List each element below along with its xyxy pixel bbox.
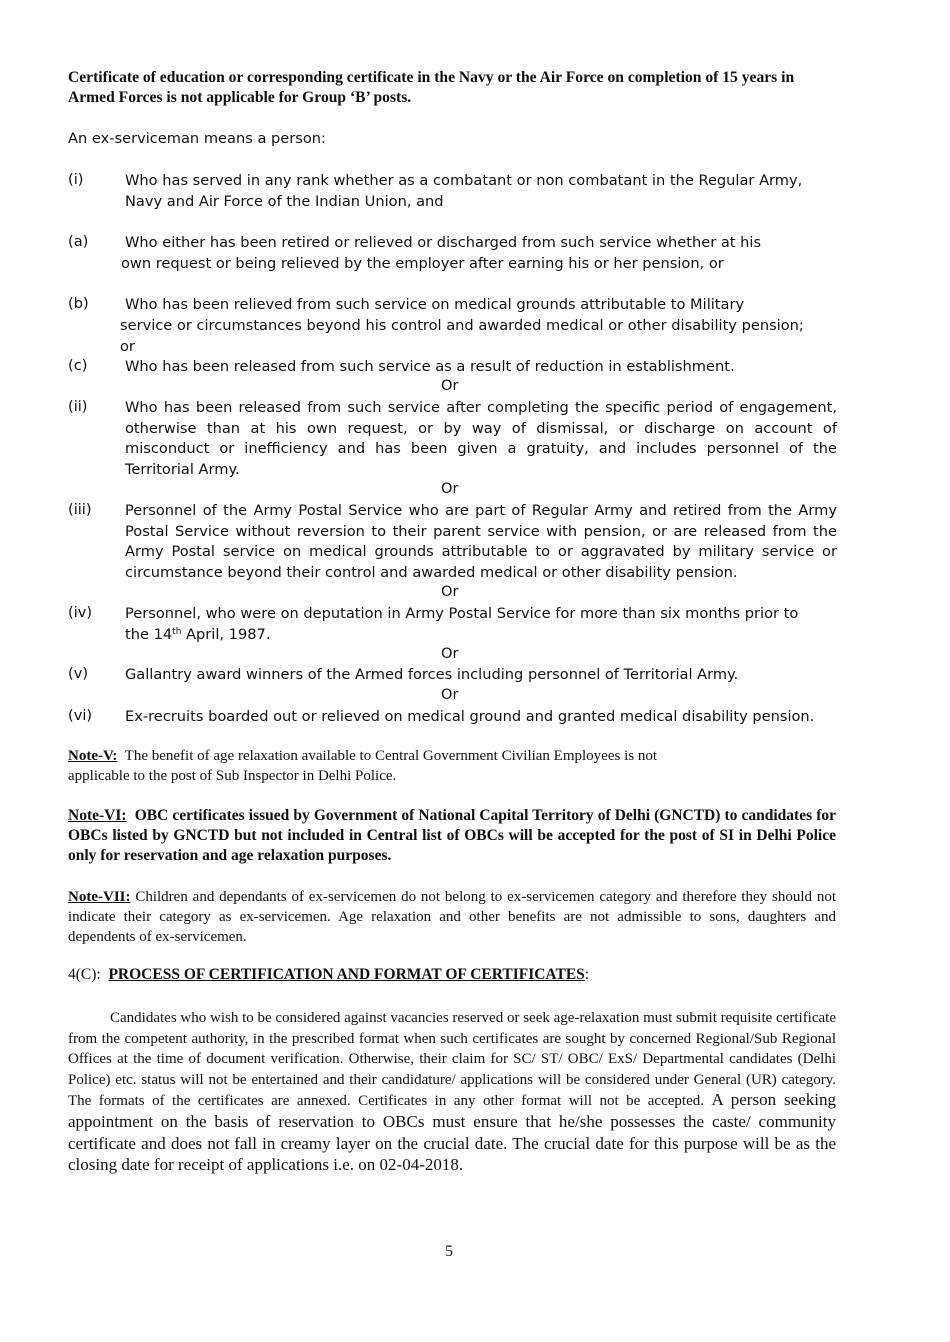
item-c-text: Who has been released from such service as a result of reduction in establishment. xyxy=(125,358,735,375)
note-vi-label: Note-VI: xyxy=(68,807,127,824)
note-vi-text: OBC certificates issued by Government of National Capital Territory of Delhi (GNCTD) to candidates for OBCs listed by GNCTD but not included in Central list of OBCs will be accepted for the post of SI in Delhi Police only for reservation and age relaxation purposes. xyxy=(68,807,837,864)
item-c-label: (c) xyxy=(68,357,88,374)
section-title: PROCESS OF CERTIFICATION AND FORMAT OF CERTIFICATES xyxy=(108,966,585,983)
item-b-line2: service or circumstances beyond his control and awarded medical or other disability pension; xyxy=(120,317,804,334)
item-iii-text: Personnel of the Army Postal Service who are part of Regular Army and retired from the Army Postal Service without reversion to their parent service with pension, or are released from the Army Postal service on medical grounds attributable to or aggravated by military service or circumstance beyond their control and awarded medical or other disability pension. xyxy=(125,502,837,582)
item-a-line2: own request or being relieved by the employer after earning his or her pension, or xyxy=(121,255,724,272)
page-number: 5 xyxy=(445,1243,453,1260)
item-a-label: (a) xyxy=(68,233,89,250)
item-vi-label: (vi) xyxy=(68,707,93,724)
note-v-line1: The benefit of age relaxation available to Central Government Civilian Employees is not xyxy=(124,748,658,764)
item-iv-line1: Personnel, who were on deputation in Army Postal Service for more than six months prior to xyxy=(125,605,799,622)
note-vii xyxy=(68,887,836,947)
intro-statement: Certificate of education or corresponding certificate in the Navy or the Air Force on completion of 15 years in Armed Forces is not applicable for Group ‘B’ posts. xyxy=(68,69,795,106)
certification-paragraph xyxy=(68,1008,836,1177)
paragraph-part2: A person seeking appointment on the basis of reservation to OBCs must ensure that he/she possesses the caste/ community certificate and does not fall in creamy layer on the crucial date. The crucial date for this purpose will be as the closing date for receipt of applications i.e. on 02-04-2018. xyxy=(68,1090,836,1175)
item-b-line3: or xyxy=(120,338,135,355)
item-b-label: (b) xyxy=(68,295,89,312)
section-heading: 4(C): PROCESS OF CERTIFICATION AND FORMAT OF CERTIFICATES: xyxy=(68,966,590,983)
ex-serviceman-lead: An ex-serviceman means a person: xyxy=(68,130,326,147)
item-ii-label: (ii) xyxy=(68,398,88,415)
or-separator: Or xyxy=(441,686,459,703)
section-number: 4(C): xyxy=(68,966,101,983)
or-separator: Or xyxy=(441,480,459,497)
note-vii-label: Note-VII: xyxy=(68,889,131,905)
item-v-text: Gallantry award winners of the Armed forces including personnel of Territorial Army. xyxy=(125,666,739,683)
item-i-text: Who has served in any rank whether as a combatant or non combatant in the Regular Army, Navy and Air Force of the Indian Union, and xyxy=(125,172,803,210)
item-i-label: (i) xyxy=(68,171,84,188)
paragraph-part1: Candidates who wish to be considered against vacancies reserved or seek age-relaxation must submit requisite certificate from the competent authority, in the prescribed format when such certificates are sought by concerned Regional/Sub Regional Offices at the time of document verification. Otherwise, their claim for SC/ ST/ OBC/ ExS/ Departmental candidates (Delhi Police) etc. status will not be entertained and their candidature/ applications will be considered under General (UR) category. The formats of the certificates are annexed. Certificates in any other format will not be accepted. xyxy=(68,1010,836,1110)
item-iv-line2: the 14th April, 1987. xyxy=(125,626,271,643)
item-v-label: (v) xyxy=(68,665,89,682)
item-b-line1: Who has been relieved from such service on medical grounds attributable to Military xyxy=(125,296,745,313)
note-vii-text: Children and dependants of ex-servicemen do not belong to ex-servicemen category and therefore they should not indicate their category as ex-servicemen. Age relaxation and other benefits are not admissible to sons, daughters and dependents of ex-servicemen. xyxy=(68,889,836,945)
item-a-line1: Who either has been retired or relieved or discharged from such service whether at his xyxy=(125,234,762,251)
or-separator: Or xyxy=(441,645,459,662)
note-v xyxy=(68,746,836,786)
note-v-label: Note-V: xyxy=(68,748,118,764)
note-vi xyxy=(68,806,836,866)
or-separator: Or xyxy=(441,583,459,600)
item-iv-label: (iv) xyxy=(68,604,93,621)
item-ii-text: Who has been released from such service after completing the specific period of engagement, otherwise than at his own request, or by way of dismissal, or discharge on account of misconduct or inefficiency and has been given a gratuity, and includes personnel of the Territorial Army. xyxy=(125,399,837,479)
item-vi-text: Ex-recruits boarded out or relieved on medical ground and granted medical disability pension. xyxy=(125,708,815,725)
note-v-line2: applicable to the post of Sub Inspector in Delhi Police. xyxy=(68,768,397,784)
item-iii-label: (iii) xyxy=(68,501,92,518)
or-separator: Or xyxy=(441,377,459,394)
